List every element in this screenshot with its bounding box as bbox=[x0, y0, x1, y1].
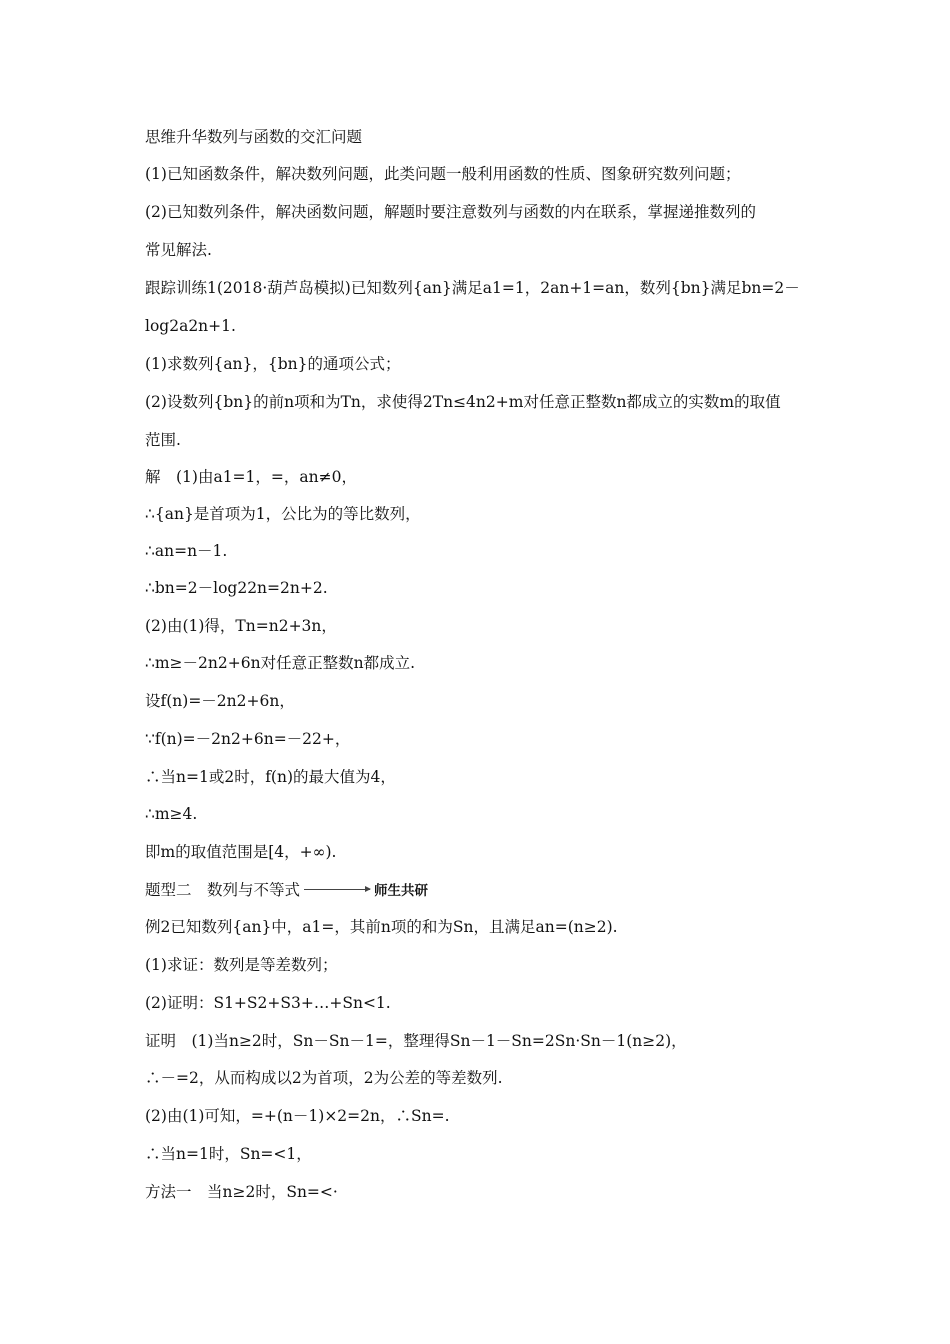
text-line: 常见解法. bbox=[145, 241, 212, 259]
text-line: ∴m≥4. bbox=[145, 805, 198, 823]
text-line: (2)设数列{bn}的前n项和为Tn，求使得2Tn≤4n2+m对任意正整数n都成立的实数m的取值 bbox=[145, 393, 781, 411]
text-line: ∴an=n－1. bbox=[145, 542, 228, 560]
text-line: (1)求证：数列是等差数列； bbox=[145, 956, 338, 974]
text-line: (1)已知函数条件，解决数列问题，此类问题一般利用函数的性质、图象研究数列问题； bbox=[145, 165, 741, 183]
text-line: ∴bn=2－log22n=2n+2. bbox=[145, 579, 328, 597]
arrow-icon bbox=[304, 889, 370, 891]
text-line: ∴当n=1或2时，f(n)的最大值为4， bbox=[145, 768, 396, 786]
text-line: 解 (1)由a1=1，=，an≠0， bbox=[145, 468, 357, 486]
text-line: ∴－=2，从而构成以2为首项，2为公差的等差数列. bbox=[145, 1069, 503, 1087]
text-line: (2)已知数列条件，解决函数问题，解题时要注意数列与函数的内在联系，掌握递推数列的 bbox=[145, 203, 756, 221]
text-line: (2)由(1)可知，=+(n－1)×2=2n，∴Sn=. bbox=[145, 1107, 450, 1125]
text-line: 设f(n)=－2n2+6n， bbox=[145, 692, 295, 710]
topic-heading: 题型二 数列与不等式 师生共研 bbox=[145, 881, 429, 899]
text-line: 即m的取值范围是[4，+∞). bbox=[145, 843, 337, 861]
text-line: ∴当n=1时，Sn=<1， bbox=[145, 1145, 312, 1163]
section-heading: 思维升华数列与函数的交汇问题 bbox=[145, 128, 363, 146]
text-line: ∴{an}是首项为1，公比为的等比数列， bbox=[145, 505, 421, 523]
text-line: log2a2n+1. bbox=[145, 317, 236, 335]
teaching-mode-tag: 师生共研 bbox=[374, 883, 429, 899]
text-line: (1)求数列{an}，{bn}的通项公式； bbox=[145, 355, 401, 373]
text-line: 证明 (1)当n≥2时，Sn－Sn－1=，整理得Sn－1－Sn=2Sn·Sn－1(n≥2)， bbox=[145, 1032, 687, 1050]
text-line: ∵f(n)=－2n2+6n=－22+， bbox=[145, 730, 351, 748]
text-line: (2)由(1)得，Tn=n2+3n， bbox=[145, 617, 337, 635]
text-line: 跟踪训练1(2018·葫芦岛模拟)已知数列{an}满足a1=1，2an+1=an，数列{bn}满足bn=2－ bbox=[145, 279, 800, 297]
text-line: ∴m≥－2n2+6n对任意正整数n都成立. bbox=[145, 654, 415, 672]
text-line: 方法一 当n≥2时，Sn=<· bbox=[145, 1183, 338, 1201]
text-line: (2)证明：S1+S2+S3+…+Sn<1. bbox=[145, 994, 391, 1012]
text-line: 例2已知数列{an}中，a1=，其前n项的和为Sn，且满足an=(n≥2). bbox=[145, 918, 618, 936]
text-line: 范围. bbox=[145, 431, 181, 449]
